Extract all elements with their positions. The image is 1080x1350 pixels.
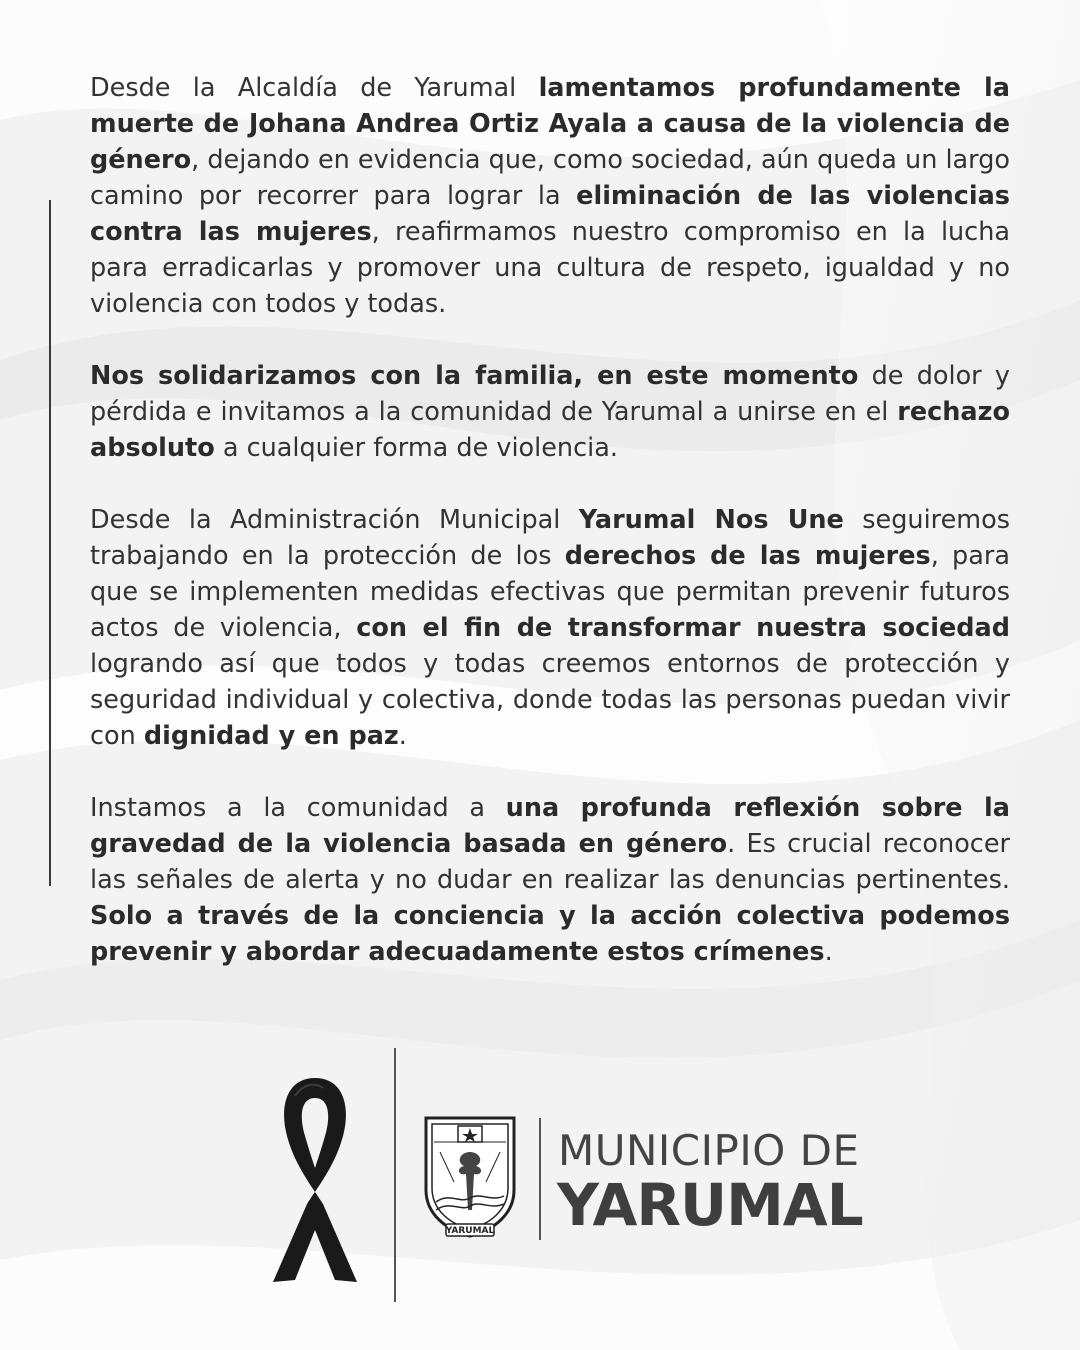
mourning-ribbon-icon <box>265 1070 365 1290</box>
body-text: Instamos a la comunidad a <box>90 793 506 823</box>
body-text: Desde la Administración Municipal <box>90 505 579 535</box>
emphasis-text: una profunda reflexión sobre la gravedad de la violencia basada en género <box>90 793 1010 859</box>
coat-of-arms-icon <box>420 1112 520 1242</box>
emphasis-text: Yarumal Nos Une <box>578 505 844 535</box>
body-text: logrando así que todos y todas creemos entornos de protección y seguridad individual y colectiva, donde todas las personas puedan vivir con <box>90 649 1010 751</box>
body-text: a cualquier forma de violencia. <box>214 433 618 463</box>
body-text: seguiremos trabajando en la protección de los <box>90 505 1010 571</box>
body-text: . <box>398 721 407 751</box>
emphasis-text: lamentamos profundamente la muerte de Johana Andrea Ortiz Ayala a causa de la violencia de género <box>90 73 1010 175</box>
body-text: . Es crucial reconocer las señales de alerta y no dudar en realizar las denuncias pertinentes. <box>90 829 1010 895</box>
paragraph-solidarity <box>90 358 1010 466</box>
body-text: , para que se implementen medidas efectivas que permitan prevenir futuros actos de violencia, <box>90 541 1010 643</box>
statement-body <box>90 70 1010 1006</box>
paragraph-commitment <box>90 502 1010 754</box>
body-text: Desde la Alcaldía de Yarumal <box>90 73 539 103</box>
body-text: de dolor y pérdida e invitamos a la comunidad de Yarumal a unirse en el <box>90 361 1010 427</box>
emphasis-text: dignidad y en paz <box>143 721 399 751</box>
emphasis-text: Nos solidarizamos con la familia, en este momento <box>90 361 859 391</box>
brand-municipio-de: MUNICIPIO DE <box>558 1126 860 1175</box>
footer-branding <box>0 1040 1080 1350</box>
emphasis-text: Solo a través de la conciencia y la acción colectiva podemos prevenir y abordar adecuadamente estos crímenes <box>90 901 1010 967</box>
emphasis-text: derechos de las mujeres <box>564 541 931 571</box>
body-text: , reafirmamos nuestro compromiso en la lucha para erradicarlas y promover una cultura de respeto, igualdad y no violencia con todos y todas. <box>90 217 1010 319</box>
footer-divider-right <box>539 1118 541 1240</box>
shield-label: YARUMAL <box>445 1226 495 1236</box>
paragraph-reflection <box>90 790 1010 970</box>
paragraph-condolence <box>90 70 1010 322</box>
body-text: , dejando en evidencia que, como sociedad, aún queda un largo camino por recorrer para lograr la <box>90 145 1010 211</box>
body-text: . <box>824 937 833 967</box>
footer-divider-left <box>394 1048 396 1302</box>
emphasis-text: con el fin de transformar nuestra sociedad <box>356 613 1010 643</box>
emphasis-text: eliminación de las violencias contra las mujeres <box>90 181 1010 247</box>
emphasis-text: rechazo absoluto <box>90 397 1010 463</box>
brand-yarumal: YARUMAL <box>557 1171 863 1239</box>
left-decorative-rule <box>49 200 51 886</box>
